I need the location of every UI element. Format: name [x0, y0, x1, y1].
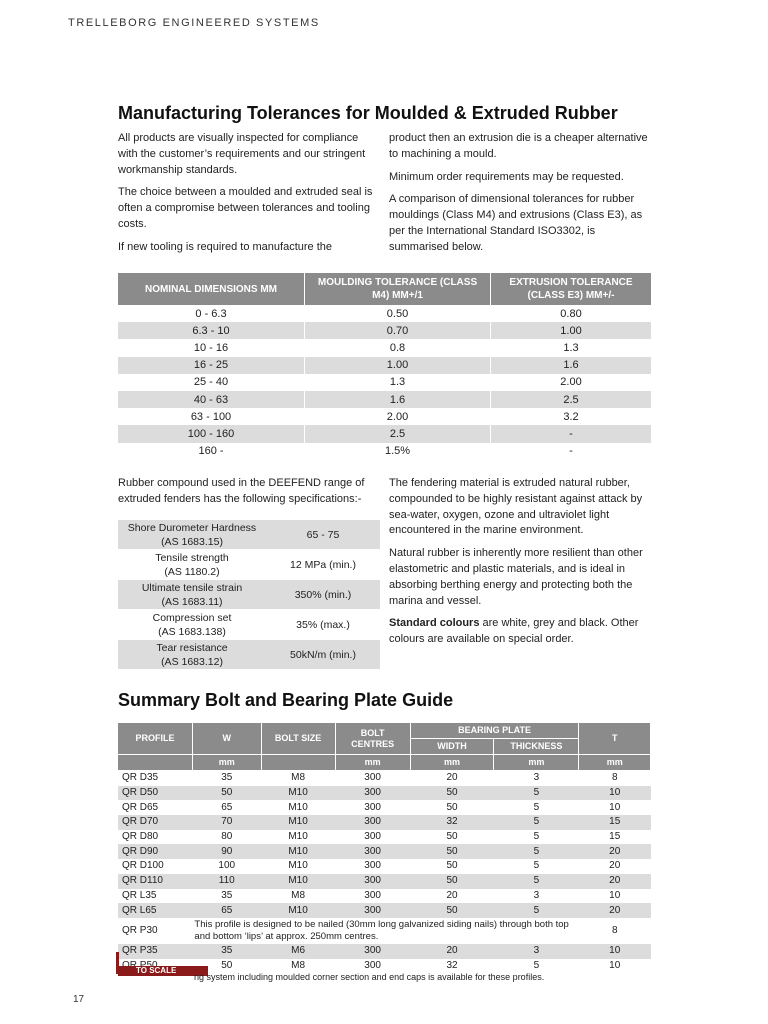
- table-cell: 0.70: [305, 322, 491, 339]
- table-cell: 10: [609, 959, 621, 971]
- table-cell: 80: [221, 831, 233, 843]
- table-cell: M10: [288, 860, 308, 872]
- paragraph-rest: are white, grey and black. Other colours are available on special order.: [389, 617, 639, 646]
- table-row: [118, 944, 651, 959]
- table-cell: QR D110: [118, 874, 192, 889]
- table-cell: 1.3: [305, 374, 491, 391]
- table-row: [118, 391, 651, 408]
- intro-left-column: [118, 131, 380, 263]
- table-cell: 65: [192, 903, 261, 918]
- table-cell: M10: [261, 815, 335, 830]
- table-cell: M10: [261, 786, 335, 801]
- table-cell: 50: [410, 903, 494, 918]
- spec-value: 35% (max.): [266, 610, 380, 640]
- table-cell: 35: [221, 889, 233, 901]
- table-cell: 300: [335, 874, 410, 889]
- paragraph: The choice between a moulded and extruded seal is often a compromise between tolerances and tooling costs.: [118, 186, 373, 230]
- bold-term: Standard colours: [389, 617, 480, 630]
- section-title-tolerances: Manufacturing Tolerances for Moulded & Extruded Rubber: [118, 103, 618, 123]
- table-cell: 5: [494, 815, 579, 830]
- table-cell: 32: [410, 815, 494, 830]
- table-cell: 300: [364, 889, 381, 901]
- table-cell: 20: [579, 903, 651, 918]
- spec-property: Ultimate tensile strain: [141, 581, 243, 594]
- spec-property-cell: [118, 610, 266, 640]
- table-cell: 6.3 - 10: [118, 322, 305, 339]
- table-cell: 40 - 63: [118, 391, 305, 408]
- table-cell: 5: [494, 786, 579, 801]
- table-cell: -: [569, 445, 573, 458]
- table-cell: M8: [291, 889, 306, 901]
- table-row: [118, 859, 651, 874]
- column-header: W: [192, 723, 261, 755]
- paragraph: [389, 616, 651, 648]
- table-cell: 5: [533, 959, 540, 971]
- table-cell: 100: [218, 860, 236, 872]
- paragraph: A comparison of dimensional tolerances for rubber mouldings (Class M4) and extrusions (Class E3), as per the International Standard ISO3302, is summarised below.: [389, 193, 643, 253]
- table-cell: 20: [579, 874, 651, 889]
- table-row: [118, 322, 651, 339]
- unit-cell: mm: [579, 755, 651, 771]
- spec-property-cell: [118, 580, 266, 610]
- column-header: BOLT CENTRES: [335, 723, 410, 755]
- table-cell: 50: [446, 801, 458, 813]
- table-row: [118, 443, 651, 460]
- table-cell: 10: [609, 889, 621, 901]
- profile-note: This profile is designed to be nailed (30mm long galvanized siding nails) through both top and bottom ‘lips’ at approx. 250mm centres.: [194, 918, 569, 942]
- table-cell: 70: [192, 815, 261, 830]
- table-cell: 5: [494, 874, 579, 889]
- table-cell: M10: [261, 903, 335, 918]
- table-cell: 20: [579, 844, 651, 859]
- column-header: BOLT SIZE: [261, 723, 335, 755]
- spec-row: [118, 610, 380, 640]
- table-cell: 3: [494, 944, 579, 959]
- unit-cell: [261, 755, 335, 771]
- unit-cell: mm: [410, 755, 494, 771]
- paragraph: The fendering material is extruded natural rubber, compounded to be highly resistant against attack by sea-water, oxygen, ozone and ultraviolet light encountered in the marine environment.: [389, 477, 643, 537]
- table-cell: 20: [446, 772, 458, 784]
- table-cell: 50: [192, 786, 261, 801]
- paragraph: product then an extrusion die is a cheaper alternative to machining a mould.: [389, 132, 648, 160]
- table-cell: QR D80: [122, 831, 159, 843]
- table-cell: 5: [494, 844, 579, 859]
- table-cell: 300: [364, 772, 381, 784]
- column-header: THICKNESS: [494, 739, 579, 755]
- table-header-row: [118, 723, 651, 739]
- table-cell: 50: [410, 844, 494, 859]
- table-row: [118, 374, 651, 391]
- table-cell: 1.6: [305, 391, 491, 408]
- table-cell: 8: [611, 772, 618, 784]
- table-cell: 65: [221, 801, 233, 813]
- table-cell: 5: [533, 831, 540, 843]
- spec-standard: (AS 1683.12): [161, 655, 223, 668]
- table-row: [118, 339, 651, 356]
- table-row: [118, 305, 651, 322]
- spec-standard: (AS 1683.138): [158, 625, 226, 638]
- table-cell: QR P30: [122, 924, 158, 936]
- table-cell: M8: [291, 772, 306, 784]
- paragraph: Minimum order requirements may be requested.: [389, 170, 624, 183]
- table-cell: 300: [364, 831, 381, 843]
- footnote: ng system including moulded corner section and end caps is available for these profiles.: [194, 972, 545, 982]
- table-row: [118, 874, 651, 889]
- table-cell: 0 - 6.3: [118, 305, 305, 322]
- spec-value: 12 MPa (min.): [266, 550, 380, 580]
- table-cell: 300: [364, 801, 381, 813]
- table-cell: 35: [221, 772, 233, 784]
- table-row: [118, 889, 651, 904]
- tolerance-table: [118, 273, 651, 460]
- table-cell: 8: [611, 924, 618, 936]
- column-header: WIDTH: [410, 739, 494, 755]
- column-header: T: [579, 723, 651, 755]
- table-cell: M8: [291, 959, 306, 971]
- table-cell: QR D70: [118, 815, 192, 830]
- table-row: [118, 830, 651, 845]
- table-cell: 35: [192, 944, 261, 959]
- table-row: [118, 786, 651, 801]
- scale-tag: TO SCALE: [118, 966, 208, 976]
- table-cell: 10: [579, 944, 651, 959]
- compound-right-column: [389, 476, 651, 655]
- table-cell: 25 - 40: [118, 374, 305, 391]
- table-cell: 300: [364, 860, 381, 872]
- table-cell: 32: [446, 959, 458, 971]
- table-cell: QR D50: [118, 786, 192, 801]
- compound-intro: [118, 476, 380, 515]
- table-cell: 16 - 25: [118, 357, 305, 374]
- column-header: MOULDING TOLERANCE (CLASS M4) MM+/1: [305, 273, 491, 305]
- table-cell: 300: [364, 959, 381, 971]
- table-cell: 5: [533, 801, 540, 813]
- table-cell: QR D90: [118, 844, 192, 859]
- table-cell: 15: [609, 831, 621, 843]
- bolt-bearing-table: [118, 723, 651, 973]
- spec-property: Compression set: [152, 611, 232, 624]
- column-header: EXTRUSION TOLERANCE (CLASS E3) MM+/-: [491, 273, 652, 305]
- table-cell: 1.3: [563, 341, 579, 354]
- table-cell: 2.5: [491, 391, 652, 408]
- spec-row: [118, 550, 380, 580]
- paragraph: Natural rubber is inherently more resilient than other elastometric and plastic materials, and is ideal in absorbing berthing energy and protecting both the marina and vessel.: [389, 547, 643, 607]
- table-cell: 300: [335, 844, 410, 859]
- column-header: NOMINAL DIMENSIONS MM: [118, 273, 305, 305]
- table-row-note: [118, 918, 651, 944]
- unit-cell: mm: [192, 755, 261, 771]
- spec-property-cell: [118, 550, 266, 580]
- running-header: TRELLEBORG ENGINEERED SYSTEMS: [68, 17, 320, 29]
- table-header-row: [118, 273, 651, 305]
- table-cell: 1.00: [305, 357, 491, 374]
- paragraph: All products are visually inspected for compliance with the customer’s requirements and our stringent workmanship standards.: [118, 132, 366, 176]
- table-cell: 10: [579, 786, 651, 801]
- table-row: [118, 815, 651, 830]
- table-cell: 0.50: [305, 305, 491, 322]
- spec-property: Tensile strength: [155, 551, 229, 564]
- unit-cell: mm: [335, 755, 410, 771]
- table-cell: 15: [579, 815, 651, 830]
- table-row: [118, 425, 651, 442]
- table-cell: -: [491, 425, 652, 442]
- unit-cell: [118, 755, 192, 771]
- spec-standard: (AS 1683.15): [161, 535, 223, 548]
- section-title-bolt-guide: Summary Bolt and Bearing Plate Guide: [118, 690, 454, 710]
- table-cell: 3: [533, 889, 540, 901]
- spec-row: [118, 520, 380, 550]
- spec-property: Tear resistance: [156, 641, 228, 654]
- table-row: [118, 800, 651, 815]
- table-cell: 110: [192, 874, 261, 889]
- table-cell: 63 - 100: [118, 408, 305, 425]
- page-number: 17: [73, 994, 85, 1005]
- table-cell: 2.00: [560, 376, 582, 389]
- table-cell: 160 -: [118, 443, 305, 460]
- table-cell: 0.8: [305, 339, 491, 356]
- table-cell: 0.80: [560, 307, 582, 320]
- table-cell: 50: [446, 860, 458, 872]
- table-cell: 300: [335, 903, 410, 918]
- spec-row: [118, 640, 380, 670]
- table-cell: 50: [410, 786, 494, 801]
- table-cell: 1.00: [491, 322, 652, 339]
- table-cell: QR L35: [122, 889, 157, 901]
- table-row: [118, 357, 651, 374]
- table-cell: 2.00: [305, 408, 491, 425]
- table-cell: 50: [446, 831, 458, 843]
- table-cell: 2.5: [305, 425, 491, 442]
- column-header: BEARING PLATE: [410, 723, 579, 739]
- table-cell: QR D100: [122, 860, 164, 872]
- table-cell: M6: [261, 944, 335, 959]
- table-cell: QR D65: [122, 801, 159, 813]
- table-cell: 50: [221, 959, 233, 971]
- table-cell: 300: [335, 815, 410, 830]
- table-cell: M10: [288, 831, 308, 843]
- table-row: [118, 903, 651, 918]
- table-cell: 20: [609, 860, 621, 872]
- table-cell: M10: [261, 844, 335, 859]
- table-row: [118, 844, 651, 859]
- spec-property: Shore Durometer Hardness: [127, 521, 257, 534]
- table-cell: QR L65: [118, 903, 192, 918]
- table-cell: 10: [609, 801, 621, 813]
- table-cell: QR D35: [122, 772, 159, 784]
- column-header: PROFILE: [118, 723, 192, 755]
- table-cell: 300: [335, 944, 410, 959]
- unit-cell: mm: [494, 755, 579, 771]
- paragraph: Rubber compound used in the DEEFEND range of extruded fenders has the following specifications:-: [118, 477, 365, 505]
- table-cell: 1.6: [491, 357, 652, 374]
- spec-property-cell: [118, 520, 266, 550]
- table-cell: 300: [335, 786, 410, 801]
- paragraph: If new tooling is required to manufacture the: [118, 240, 333, 253]
- intro-right-column: [389, 131, 651, 263]
- table-cell: 90: [192, 844, 261, 859]
- table-cell: 1.5%: [305, 443, 491, 460]
- table-cell: 20: [410, 944, 494, 959]
- spec-value: 350% (min.): [266, 580, 380, 610]
- table-cell: 100 - 160: [118, 425, 305, 442]
- table-row: [118, 408, 651, 425]
- table-cell: 5: [533, 860, 540, 872]
- table-row: [118, 771, 651, 786]
- table-cell: 3.2: [563, 410, 579, 423]
- table-cell: 3: [533, 772, 540, 784]
- spec-standard: (AS 1180.2): [164, 565, 220, 578]
- spec-property-cell: [118, 640, 266, 670]
- table-cell: 10 - 16: [118, 339, 305, 356]
- spec-row: [118, 580, 380, 610]
- spec-value: 65 - 75: [266, 520, 380, 550]
- table-cell: M10: [261, 874, 335, 889]
- table-cell: 5: [494, 903, 579, 918]
- table-cell: 50: [410, 874, 494, 889]
- table-cell: QR P35: [118, 944, 192, 959]
- spec-value: 50kN/m (min.): [266, 640, 380, 670]
- table-cell: 20: [446, 889, 458, 901]
- table-cell: M10: [288, 801, 308, 813]
- compound-spec-table: [118, 520, 380, 670]
- units-row: [118, 755, 651, 771]
- spec-standard: (AS 1683.11): [161, 595, 223, 608]
